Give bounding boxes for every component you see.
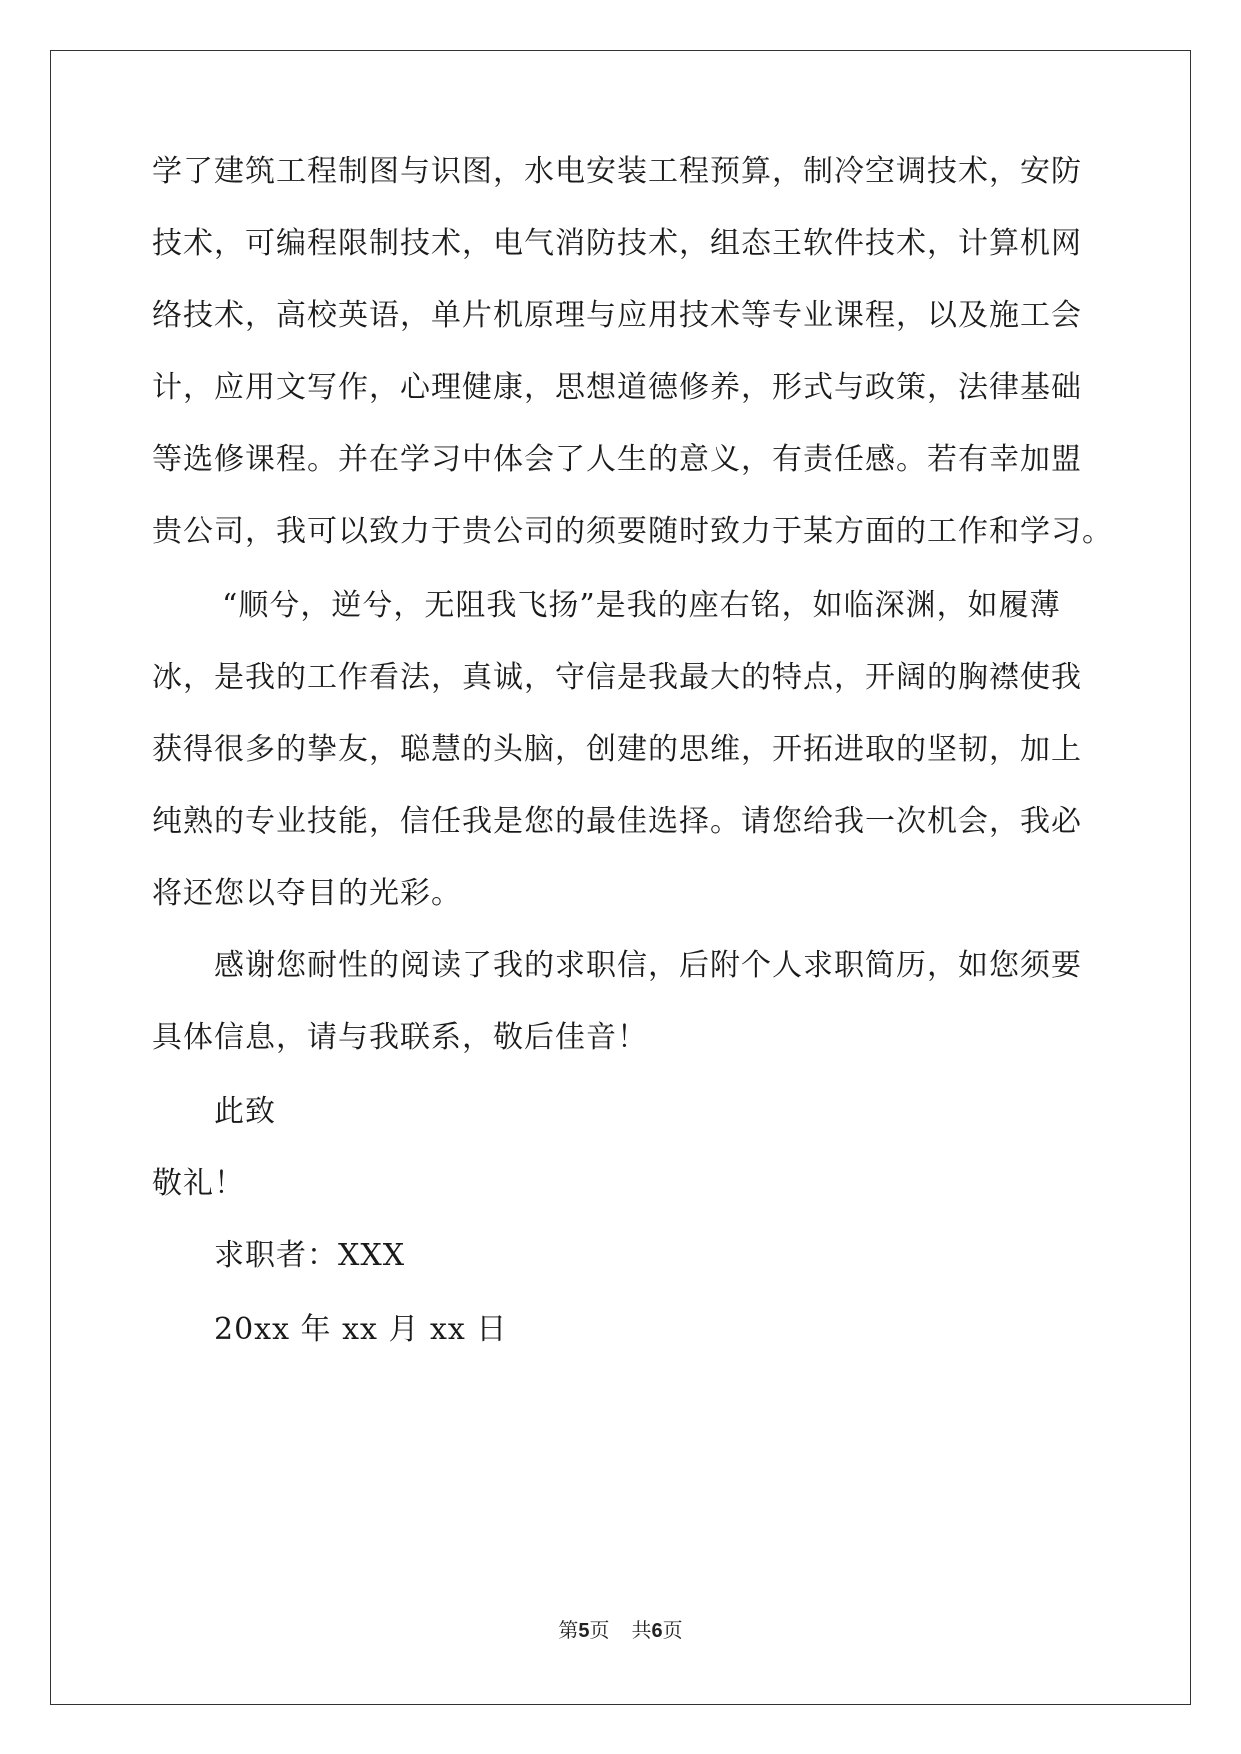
body-line-6: 贵公司，我可以致力于贵公司的须要随时致力于某方面的工作和学习。	[152, 514, 1113, 549]
body-line-8: 冰，是我的工作看法，真诚，守信是我最大的特点，开阔的胸襟使我	[152, 660, 1082, 695]
body-line-12: 感谢您耐性的阅读了我的求职信，后附个人求职简历，如您须要	[214, 948, 1082, 983]
closing-regards: 敬礼！	[152, 1166, 245, 1201]
body-line-13: 具体信息，请与我联系，敬后佳音！	[152, 1020, 648, 1055]
body-line-1: 学了建筑工程制图与识图，水电安装工程预算，制冷空调技术，安防	[152, 154, 1082, 189]
page-current: 5	[578, 1620, 590, 1642]
body-line-7: “顺兮，逆兮，无阻我飞扬”是我的座右铭，如临深渊，如履薄	[222, 588, 1061, 623]
body-line-2: 技术，可编程限制技术，电气消防技术，组态王软件技术，计算机网	[152, 226, 1082, 261]
letter-date: 20xx 年 xx 月 xx 日	[214, 1312, 508, 1347]
page-footer	[0, 1618, 1241, 1643]
body-line-5: 等选修课程。并在学习中体会了人生的意义，有责任感。若有幸加盟	[152, 442, 1082, 477]
body-line-4: 计，应用文写作，心理健康，思想道德修养，形式与政策，法律基础	[152, 370, 1082, 405]
applicant-signature: 求职者：XXX	[214, 1238, 406, 1273]
body-line-10: 纯熟的专业技能，信任我是您的最佳选择。请您给我一次机会，我必	[152, 804, 1082, 839]
closing-salutation: 此致	[214, 1094, 276, 1129]
total-prefix: 共	[631, 1618, 652, 1642]
total-suffix: 页	[662, 1618, 683, 1642]
body-line-9: 获得很多的挚友，聪慧的头脑，创建的思维，开拓进取的坚韧，加上	[152, 732, 1082, 767]
body-line-11: 将还您以夺目的光彩。	[152, 876, 462, 911]
page-total: 6	[651, 1620, 663, 1642]
page-suffix: 页	[589, 1618, 610, 1642]
page-prefix: 第	[558, 1618, 579, 1642]
body-line-3: 络技术，高校英语，单片机原理与应用技术等专业课程，以及施工会	[152, 298, 1082, 333]
